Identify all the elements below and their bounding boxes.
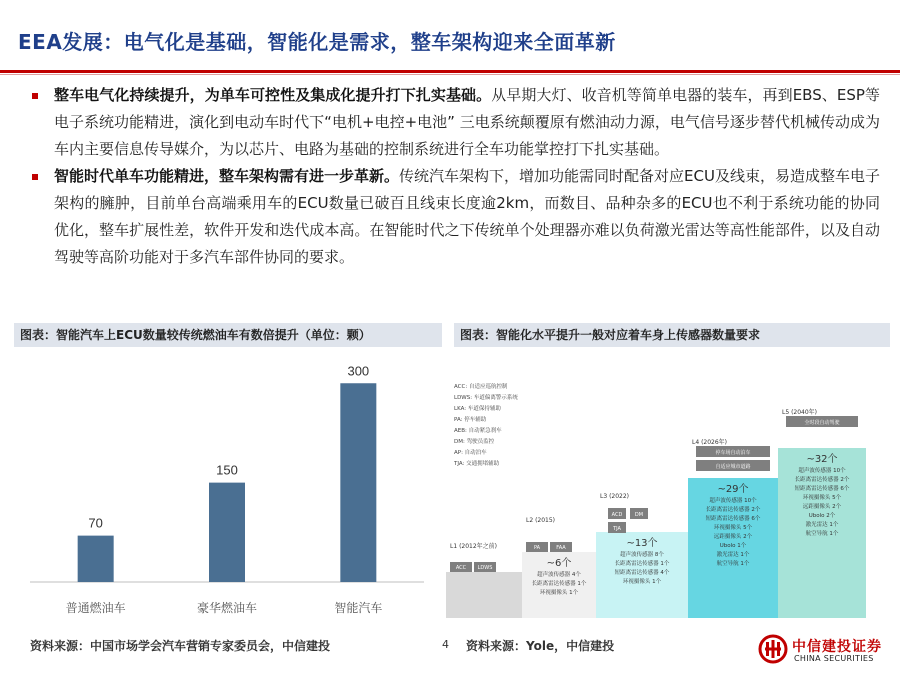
legend-item: AP: 自动泊车 xyxy=(454,450,487,456)
category-tick-label: 普通燃油车 xyxy=(65,601,126,615)
bullet-list xyxy=(28,82,880,271)
legend-item: ACC: 自适应巡航控制 xyxy=(454,384,508,390)
data-label: 300 xyxy=(347,363,370,379)
legend-item: TJA: 交通拥堵辅助 xyxy=(454,461,500,467)
sensor-count: ~32个 xyxy=(806,454,838,465)
level-label: L3 (2022) xyxy=(600,493,630,500)
feature-label: ACC xyxy=(455,565,467,571)
sensor-item: 短距离雷达传感器 6个 xyxy=(794,486,850,492)
legend-item: LKA: 车道保持辅助 xyxy=(454,406,501,412)
right-chart-heading: 图表：智能化水平提升一般对应着车身上传感器数量要求 xyxy=(454,323,890,347)
page-title: EEA发展：电气化是基础，智能化是需求，整车架构迎来全面革新 xyxy=(18,30,616,54)
sensor-item: 航空导航 1个 xyxy=(716,561,750,567)
bullet-intelligence xyxy=(28,163,880,271)
feature-label: DM xyxy=(634,512,644,518)
bullet-text: 从早期大灯、收音机等简单电器的装车，再到EBS、ESP等电子系统功能精进，演化到电动车时代下“电机+电控+电池” 三电系统颠覆原有燃油动力源，电气信号逐步替代机械传动成为车内主要信息传导媒介，为以芯片、电路为基础的控制系统进行全车功能掌控打下扎实基础。 xyxy=(54,86,880,158)
data-label: 70 xyxy=(88,515,103,531)
page-number: 4 xyxy=(442,638,449,651)
sensor-item: 航空导航 1个 xyxy=(805,531,839,537)
sensor-item: 短距离雷达传感器 4个 xyxy=(614,570,670,576)
company-logo xyxy=(758,632,890,672)
feature-label: 自适应城市道路 xyxy=(715,464,751,470)
sensor-item: 环视摄像头 1个 xyxy=(539,590,579,596)
feature-label: TJA xyxy=(613,526,621,532)
title-divider xyxy=(0,70,900,73)
bullet-electrification xyxy=(28,82,880,163)
sensor-item: 超声波传感器 10个 xyxy=(709,498,757,504)
bullet-text: 传统汽车架构下，增加功能需同时配备对应ECU及线束，易造成整车电子架构的臃肿，目前单台高端乘用车的ECU数量已破百且线束长度逾2km，而数目、品种杂多的ECU也不利于系统功能的协同优化，整车扩展性差，软件开发和迭代成本高。在智能时代之下传统单个处理器亦难以负荷激光雷达等高性能部件，以及自动驾驶等高阶功能对于多汽车部件协同的要求。 xyxy=(54,167,880,266)
level-label: L2 (2015) xyxy=(526,517,556,524)
sensor-item: 超声波传感器 4个 xyxy=(537,572,581,578)
right-source-note: 资料来源：Yole，中信建投 xyxy=(466,639,615,653)
category-tick-label: 豪华燃油车 xyxy=(196,601,258,615)
bullet-square-icon xyxy=(32,93,38,99)
sensor-item: 长距离雷达传感器 1个 xyxy=(614,561,670,567)
sensor-item: 环视摄像头 5个 xyxy=(802,495,842,501)
logo-english-name: CHINA SECURITIES xyxy=(794,654,874,663)
logo-chinese-name: 中信建投证券 xyxy=(792,639,882,655)
data-label: 150 xyxy=(216,462,238,478)
legend-item: DM: 驾驶员监控 xyxy=(454,439,495,445)
sensor-item: 激光雷达 1个 xyxy=(805,522,839,528)
feature-label: PA xyxy=(533,545,541,551)
sensor-item: Ubolo 2个 xyxy=(808,513,836,519)
sensor-item: 远距摄像头 2个 xyxy=(713,534,753,540)
legend-item: PA: 停车辅助 xyxy=(454,417,487,423)
sensor-item: 长距离雷达传感器 1个 xyxy=(531,581,587,587)
bullet-lead: 智能时代单车功能精进，整车架构需有进一步革新。 xyxy=(54,167,400,185)
bar-0 xyxy=(78,536,114,582)
sensor-item: 远距摄像头 2个 xyxy=(802,504,842,510)
sensor-item: 环视摄像头 1个 xyxy=(622,579,662,585)
sensor-item: 激光雷达 1个 xyxy=(716,552,750,558)
feature-label: LDWS xyxy=(477,565,493,571)
feature-label: 全时段自动驾驶 xyxy=(804,420,840,426)
left-source-note: 资料来源：中国市场学会汽车营销专家委员会，中信建投 xyxy=(30,639,331,653)
sensor-item: 长距离雷达传感器 2个 xyxy=(705,507,761,513)
level-label: L5 (2040年) xyxy=(782,409,818,416)
feature-label: FAA xyxy=(556,545,566,551)
level-label: L4 (2026年) xyxy=(692,439,728,446)
title-divider-thin xyxy=(0,74,900,75)
sensor-item: 超声波传感器 10个 xyxy=(798,468,846,474)
level-label: L1 (2012年之前) xyxy=(450,543,498,550)
bullet-square-icon xyxy=(32,174,38,180)
ecu-count-bar-chart xyxy=(14,350,442,628)
bar-2 xyxy=(340,383,376,582)
sensor-item: 长距离雷达传感器 2个 xyxy=(794,477,850,483)
bullet-lead: 整车电气化持续提升，为单车可控性及集成化提升打下扎实基础。 xyxy=(54,86,492,104)
sensor-item: 环视摄像头 5个 xyxy=(713,525,753,531)
legend-item: AEB: 自动紧急刹车 xyxy=(454,428,502,434)
feature-label: 停车场自动泊车 xyxy=(715,450,751,456)
sensor-count: ~6个 xyxy=(546,558,572,569)
left-chart-heading: 图表：智能汽车上ECU数量较传统燃油车有数倍提升（单位：颗） xyxy=(14,323,442,347)
sensor-item: Ubolo 1个 xyxy=(719,543,747,549)
category-tick-label: 智能汽车 xyxy=(334,601,383,615)
sensor-count: ~29个 xyxy=(717,484,749,495)
level-step-1 xyxy=(446,572,522,618)
legend-item: LDWS: 车道偏离警示系统 xyxy=(454,395,518,401)
sensor-item: 短距离雷达传感器 6个 xyxy=(705,516,761,522)
bar-1 xyxy=(209,483,245,582)
citic-logo-icon xyxy=(758,634,788,664)
sensor-level-diagram xyxy=(444,350,890,628)
sensor-count: ~13个 xyxy=(626,538,658,549)
feature-label: ACD xyxy=(611,512,623,518)
sensor-item: 超声波传感器 8个 xyxy=(620,552,664,558)
